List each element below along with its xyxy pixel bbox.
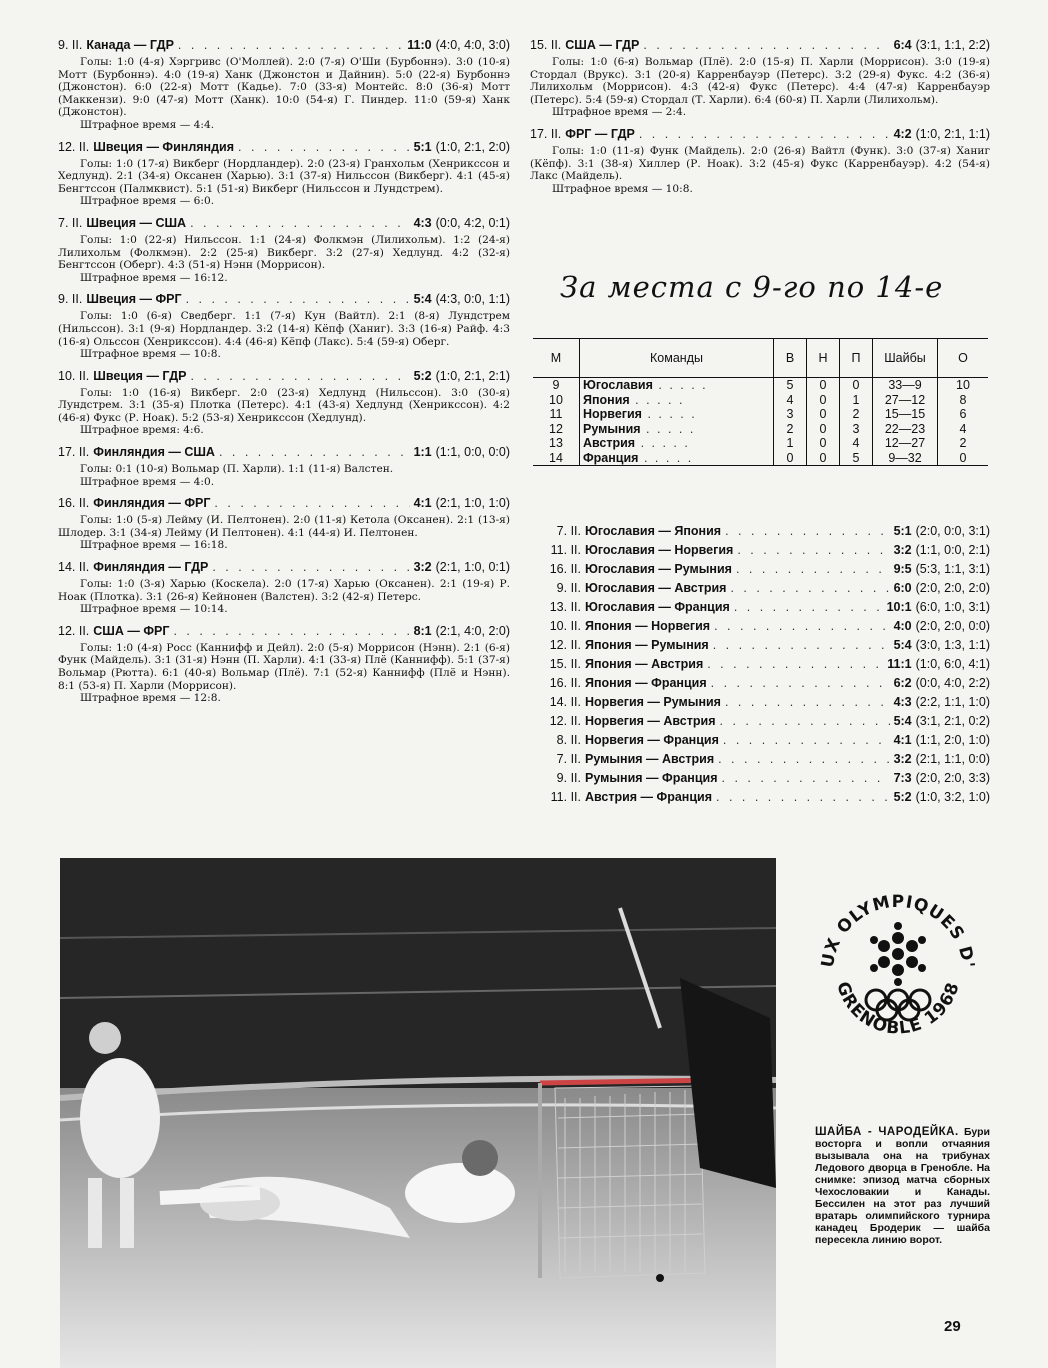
team-name: Франция (583, 450, 639, 465)
result-row (533, 560, 990, 579)
standings-table (533, 338, 988, 466)
leader-dots (725, 522, 890, 541)
result-date: 12. II. (549, 638, 581, 652)
result-row (533, 769, 990, 788)
standings-row (533, 436, 988, 451)
match-date: 17. II. (58, 445, 90, 460)
match-penalty: Штрафное время — 2:4. (552, 106, 687, 119)
match-score: 5:1 (413, 139, 432, 154)
match-date: 17. II. (530, 126, 562, 141)
leader-dots: . . . . . (641, 407, 697, 422)
match-date: 12. II. (58, 139, 90, 154)
result-periods: (2:0, 2:0, 3:3) (915, 771, 990, 785)
match-periods: (1:0, 2:1, 1:1) (915, 126, 990, 141)
standings-row (533, 422, 988, 437)
standings-losses: 3 (840, 422, 873, 437)
match-penalty: Штрафное время — 16:18. (80, 539, 228, 552)
result-date: 11. II. (550, 790, 581, 804)
match-periods: (1:1, 0:0, 0:0) (435, 445, 510, 460)
result-date: 13. II. (549, 600, 581, 614)
match-score: 6:4 (893, 38, 912, 52)
standings-goals: 27—12 (873, 393, 938, 408)
result-teams: Япония — Австрия (585, 657, 704, 671)
match-teams: Финляндия — США (93, 445, 215, 460)
result-periods: (6:0, 1:0, 3:1) (915, 600, 990, 614)
leader-dots (713, 636, 890, 655)
standings-row (533, 393, 988, 408)
standings-team (580, 451, 774, 466)
hockey-photo (60, 858, 776, 1368)
match-score: 11:0 (407, 38, 432, 52)
result-row (533, 750, 990, 769)
match-periods: (3:1, 1:1, 2:2) (915, 38, 990, 52)
standings-points: 8 (938, 393, 989, 408)
standings-place: 13 (549, 436, 563, 451)
leader-dots (214, 496, 409, 511)
match-teams: США — ГДР (565, 38, 640, 52)
standings-row (533, 407, 988, 422)
leader-dots (718, 750, 889, 769)
result-date: 11. II. (550, 543, 581, 557)
match-date: 7. II. (58, 215, 83, 230)
match-penalty: Штрафное время — 4:4. (80, 118, 215, 131)
result-date: 16. II. (549, 562, 581, 576)
match-header (58, 292, 510, 307)
leader-dots (720, 712, 890, 731)
grenoble-1968-logo (808, 882, 988, 1062)
match-periods: (2:1, 4:0, 2:0) (435, 623, 510, 638)
match-date: 16. II. (58, 496, 90, 511)
match-goals: Голы: 1:0 (16-я) Викберг. 2:0 (23-я) Хедлунд (Нильссон). 3:0 (30-я) Лундстрем. 3:1 (35-я) Плотка (Петерс). 4:1 (43-я) Хедлунд (Хенрикссон). 4:2 (46-я) Фукс (Р. Ноак). 5:2 (53-я) Хенрикссон (Хедлунд). (58, 386, 510, 424)
standings-wins: 3 (774, 407, 807, 422)
match-goals: Голы: 1:0 (11-я) Функ (Майдель). 2:0 (26-я) Вайтл (Функ). 3:0 (37-я) Ханиг (Кёпф). 3:1 (38-я) Хиллер (Р. Ноак). 3:2 (45-я) Фукс (Карренбауэр). 4:2 (54-я) Лакс (Майдель). (530, 144, 990, 183)
match-penalty: Штрафное время — 4:0. (80, 475, 215, 488)
match-header (58, 445, 510, 460)
match-header (58, 140, 510, 155)
match-goals: Голы: 1:0 (4-я) Хэргривс (О'Моллей). 2:0 (7-я) О'Ши (Бурбоннэ). 3:0 (10-я) Мотт (Бурбоннэ). 4:0 (19-я) Ханк (Джонстон и Дайнин). 5:0 (22-я) Бурбоннэ (Джонстон). 6:0 (22-я) Мотт (Кадье). 7:0 (33-я) Монтейс. 8:0 (36-я) Мотт (Маккензи). 9:0 (47-я) Мотт (Ханк). 10:0 (54-я) Г. Пиндер. 11:0 (59-я) Ханк (Джонстон). (58, 56, 510, 119)
match-score: 5:2 (413, 368, 432, 383)
header-place: М (533, 339, 580, 378)
match-block (58, 560, 510, 616)
result-row (533, 541, 990, 560)
result-score: 4:1 (893, 733, 912, 747)
header-goals: Шайбы (873, 339, 938, 378)
standings-points: 4 (938, 422, 989, 437)
result-teams: Норвегия — Австрия (585, 714, 716, 728)
header-draws: Н (807, 339, 840, 378)
result-teams: Норвегия — Франция (585, 733, 719, 747)
leader-dots (238, 140, 410, 155)
match-teams: ФРГ — ГДР (565, 126, 635, 141)
leader-dots (173, 624, 409, 639)
match-header (58, 560, 510, 575)
standings-losses: 0 (840, 378, 873, 393)
result-date: 7. II. (556, 752, 581, 766)
result-periods: (3:0, 1:3, 1:1) (915, 638, 990, 652)
leader-dots (734, 598, 883, 617)
match-header (58, 624, 510, 639)
standings-points: 6 (938, 407, 989, 422)
standings-draws: 0 (807, 378, 840, 393)
result-row (533, 655, 990, 674)
match-block (58, 369, 510, 437)
standings-place: 10 (549, 392, 563, 407)
standings-wins: 5 (774, 378, 807, 393)
leader-dots (716, 788, 890, 807)
result-row (533, 636, 990, 655)
result-score: 6:2 (893, 676, 912, 690)
result-teams: Югославия — Франция (585, 600, 730, 614)
result-periods: (2:0, 0:0, 3:1) (915, 524, 990, 538)
match-teams: США — ФРГ (93, 623, 170, 638)
leader-dots (190, 369, 409, 384)
result-date: 12. II. (549, 714, 581, 728)
leader-dots: . . . . . (629, 392, 685, 407)
standings-header-row (533, 339, 988, 378)
result-row (533, 712, 990, 731)
result-score: 10:1 (886, 600, 912, 614)
standings-draws: 0 (807, 407, 840, 422)
team-name: Австрия (583, 436, 636, 451)
standings-draws: 0 (807, 422, 840, 437)
match-score: 5:4 (413, 292, 432, 307)
result-score: 9:5 (893, 562, 912, 576)
match-score: 8:1 (413, 623, 432, 638)
result-score: 4:0 (893, 619, 912, 633)
standings-team (580, 436, 774, 451)
match-teams: Швеция — ФРГ (86, 292, 182, 307)
standings-draws: 0 (807, 436, 840, 451)
caption-title: ШАЙБА - ЧАРОДЕЙКА. (815, 1126, 959, 1138)
standings-team (580, 393, 774, 408)
result-teams: Югославия — Австрия (585, 581, 727, 595)
match-block (58, 216, 510, 284)
match-date: 12. II. (58, 623, 90, 638)
match-teams: Финляндия — ГДР (93, 560, 209, 575)
match-goals: Голы: 1:0 (4-я) Росс (Каннифф и Дейл). 2:0 (5-я) Моррисон (Нэнн). 2:1 (6-я) Функ (Майдель). 3:1 (31-я) Нэнн (П. Харли). 4:1 (33-я) Плё (Каннифф). 5:1 (37-я) Вольмар (Рютта). 6:1 (40-я) Вольмар (Плё). 7:1 (52-я) Каннифф (Плё и Нэнн). 8:1 (53-я) П. Харли (Моррисон). (58, 641, 510, 692)
result-score: 4:3 (893, 695, 912, 709)
match-block (58, 140, 510, 208)
standings-goals: 9—32 (873, 451, 938, 466)
match-header (58, 38, 510, 53)
leader-dots (212, 560, 409, 575)
results-list (533, 522, 990, 807)
result-periods: (1:1, 0:0, 2:1) (915, 543, 990, 557)
result-teams: Югославия — Румыния (585, 562, 732, 576)
result-periods: (1:0, 6:0, 4:1) (915, 657, 990, 671)
match-periods: (2:1, 1:0, 1:0) (435, 496, 510, 511)
match-score: 4:3 (413, 215, 432, 230)
result-teams: Япония — Норвегия (585, 619, 711, 633)
match-periods: (2:1, 1:0, 0:1) (435, 560, 510, 575)
match-date: 15. II. (530, 38, 562, 52)
leader-dots (723, 731, 890, 750)
standings-wins: 1 (774, 436, 807, 451)
result-teams: Австрия — Франция (585, 790, 713, 804)
result-periods: (1:1, 2:0, 1:0) (915, 733, 990, 747)
leader-dots: . . . . . (635, 436, 690, 451)
leader-dots (190, 216, 409, 231)
standings-place: 11 (549, 407, 563, 422)
result-score: 7:3 (893, 771, 912, 785)
leader-dots (711, 674, 890, 693)
leader-dots: . . . . . (640, 421, 696, 436)
result-teams: Югославия — Япония (585, 524, 722, 538)
match-block (58, 292, 510, 360)
result-score: 5:4 (893, 714, 912, 728)
match-periods: (1:0, 2:1, 2:1) (435, 368, 510, 383)
header-losses: П (840, 339, 873, 378)
leader-dots (737, 541, 889, 560)
result-score: 3:2 (893, 752, 912, 766)
result-date: 9. II. (556, 771, 581, 785)
result-score: 3:2 (893, 543, 912, 557)
match-block (58, 624, 510, 705)
leader-dots (219, 445, 410, 460)
match-block (530, 127, 990, 195)
standings-team (580, 422, 774, 437)
match-periods: (4:0, 4:0, 3:0) (435, 38, 510, 52)
leader-dots: . . . . . (652, 378, 708, 393)
result-score: 5:4 (893, 638, 912, 652)
standings-losses: 5 (840, 451, 873, 466)
standings-wins: 0 (774, 451, 807, 466)
result-periods: (2:2, 1:1, 1:0) (915, 695, 990, 709)
result-row (533, 522, 990, 541)
page-number: 29 (944, 1318, 961, 1335)
team-name: Норвегия (583, 407, 642, 422)
photo-caption (815, 1126, 990, 1246)
standings-team (580, 407, 774, 422)
result-row (533, 617, 990, 636)
result-row (533, 579, 990, 598)
result-score: 5:1 (893, 524, 912, 538)
match-goals: Голы: 1:0 (22-я) Нильссон. 1:1 (24-я) Фолкмэн (Лилихольм). 1:2 (24-я) Лилихольм (Фолкмэн). 2:2 (25-я) Викберг. 3:2 (27-я) Хедлунд. 4:2 (32-я) Бенгтссон (Оберг). 4:3 (51-я) Нэнн (Моррисон). (58, 233, 510, 272)
result-row (533, 731, 990, 750)
match-date: 9. II. (58, 38, 83, 52)
match-goals: Голы: 1:0 (17-я) Викберг (Нордландер). 2:0 (23-я) Гранхольм (Хенрикссон и Хедлунд). 2:1 (34-я) Оксанен (Харью). 3:1 (37-я) Нильссон (Викберг). 4:1 (45-я) Бенгтссон (Палмквист). 5:1 (51-я) Викберг (Нильссон и Лундстрем). (58, 157, 510, 195)
places-title: За места с 9-го по 14-е (560, 270, 944, 304)
standings-goals: 22—23 (873, 422, 938, 437)
match-goals: Голы: 1:0 (3-я) Харью (Коскела). 2:0 (17-я) Харью (Оксанен). 2:1 (19-я) Р. Ноак (Плотка). 3:1 (26-я) Кейнонен (Валстен). 3:2 (42-я) Петерс. (58, 578, 510, 603)
result-teams: Норвегия — Румыния (585, 695, 721, 709)
result-date: 14. II. (549, 695, 581, 709)
match-score: 3:2 (413, 560, 432, 575)
standings-team (580, 378, 774, 393)
result-date: 15. II. (549, 657, 581, 671)
logo-text-top: UX OLYMPIQUES D' (817, 891, 978, 970)
header-teams: Команды (580, 339, 774, 378)
standings-row (533, 451, 988, 466)
match-score: 4:1 (413, 496, 432, 511)
team-name: Япония (583, 392, 630, 407)
result-periods: (2:0, 2:0, 2:0) (915, 581, 990, 595)
match-header (58, 216, 510, 231)
standings-goals: 15—15 (873, 407, 938, 422)
match-teams: Швеция — США (86, 215, 187, 230)
match-date: 14. II. (58, 560, 90, 575)
result-row (533, 788, 990, 807)
match-penalty: Штрафное время — 16:12. (80, 271, 228, 284)
standings-losses: 2 (840, 407, 873, 422)
match-block (530, 38, 990, 119)
leader-dots (714, 617, 889, 636)
match-goals: Голы: 1:0 (6-я) Сведберг. 1:1 (7-я) Кун (Вайтл). 2:1 (8-я) Лундстрем (Нильссон). 3:1 (9-я) Нордландер. 3:2 (14-я) Кёпф (Ханиг). 3:3 (16-я) Райф. 4:3 (16-я) Ольссон (Хенрикссон). 4:4 (46-я) Кёпф (Лакс). 5:4 (59-я) Оберг. (58, 310, 510, 348)
result-periods: (2:0, 2:0, 0:0) (915, 619, 990, 633)
result-score: 11:1 (887, 657, 912, 671)
result-periods: (1:0, 3:2, 1:0) (915, 790, 990, 804)
match-periods: (1:0, 2:1, 2:0) (435, 139, 510, 154)
leader-dots (178, 38, 403, 53)
leader-dots (186, 292, 410, 307)
result-teams: Япония — Румыния (585, 638, 709, 652)
match-penalty: Штрафное время — 6:0. (80, 195, 215, 208)
standings-goals: 12—27 (873, 436, 938, 451)
result-date: 7. II. (556, 524, 581, 538)
match-date: 9. II. (58, 292, 83, 307)
standings-row (533, 378, 988, 393)
match-score: 1:1 (413, 445, 432, 460)
result-date: 16. II. (549, 676, 581, 690)
match-goals: Голы: 0:1 (10-я) Вольмар (П. Харли). 1:1 (11-я) Валстен. (80, 463, 394, 476)
caption-text: Бури восторга и вопли отчаяния вызывала она на трибунах Ледового дворца в Гренобле. На снимке: эпизод матча сборных Чехословакии и Канады. Бессилен на этот раз лучший вратарь олимпийского турнира канадец Бродерик — шайба пересекла линию ворот. (815, 1126, 990, 1246)
header-wins: В (774, 339, 807, 378)
leader-dots (707, 655, 883, 674)
result-periods: (3:1, 2:1, 0:2) (915, 714, 990, 728)
leader-dots (730, 579, 889, 598)
match-periods: (0:0, 4:2, 0:1) (435, 215, 510, 230)
match-goals: Голы: 1:0 (5-я) Лейму (И. Пелтонен). 2:0 (11-я) Кетола (Оксанен). 2:1 (13-я) Шлодер. 3:1 (34-я) Лейму (И Пелтонен). 4:1 (44-я) И. Пелтонен. (58, 514, 510, 539)
standings-wins: 2 (774, 422, 807, 437)
standings-goals: 33—9 (873, 378, 938, 393)
leader-dots: . . . . . (638, 450, 694, 465)
match-block (58, 445, 510, 488)
match-date: 10. II. (58, 368, 90, 383)
match-teams: Швеция — ГДР (93, 368, 187, 383)
result-row (533, 693, 990, 712)
result-teams: Япония — Франция (585, 676, 707, 690)
standings-losses: 4 (840, 436, 873, 451)
olympic-logo-icon (808, 882, 988, 1062)
result-periods: (2:1, 1:1, 0:0) (915, 752, 990, 766)
result-periods: (0:0, 4:0, 2:2) (915, 676, 990, 690)
result-date: 9. II. (556, 581, 581, 595)
header-points: О (938, 339, 989, 378)
result-score: 5:2 (893, 790, 912, 804)
standings-draws: 0 (807, 451, 840, 466)
standings-points: 10 (938, 378, 989, 393)
standings-points: 0 (938, 451, 989, 466)
match-teams: Финляндия — ФРГ (93, 496, 211, 511)
standings-place: 14 (533, 451, 580, 466)
result-periods: (5:3, 1:1, 3:1) (915, 562, 990, 576)
result-date: 10. II. (549, 619, 581, 633)
team-name: Румыния (583, 421, 641, 436)
leader-dots (725, 693, 890, 712)
leader-dots (639, 127, 890, 142)
match-penalty: Штрафное время: 4:6. (80, 424, 204, 437)
match-score: 4:2 (893, 126, 912, 141)
match-header (58, 369, 510, 384)
standings-points: 2 (938, 436, 989, 451)
leader-dots (643, 38, 889, 53)
match-penalty: Штрафное время — 12:8. (80, 692, 221, 705)
result-row (533, 598, 990, 617)
right-column (530, 38, 990, 203)
team-name: Югославия (583, 378, 653, 393)
match-goals: Голы: 1:0 (6-я) Вольмар (Плё). 2:0 (15-я) П. Харли (Моррисон). 3:0 (19-я) Стордал (Врукс). 3:1 (20-я) Карренбауэр (Петерс). 3:2 (29-я) Фукс. 4:2 (36-я) Лилихольм (Моррисон). 4:3 (42-я) Фукс (Петерс). 4:4 (47-я) Карренбауэр (Петерс). 5:4 (59-я) Стордал (Т. Харли). 6:4 (60-я) П. Харли (Лилихольм). (530, 56, 990, 106)
standings-draws: 0 (807, 393, 840, 408)
match-penalty: Штрафное время — 10:8. (552, 182, 693, 195)
match-penalty: Штрафное время — 10:14. (80, 603, 228, 616)
match-teams: Канада — ГДР (86, 38, 174, 52)
logo-text-bottom: GRENOBLE 1968 (832, 979, 964, 1039)
result-date: 8. II. (556, 733, 581, 747)
match-periods: (4:3, 0:0, 1:1) (435, 292, 510, 307)
result-teams: Румыния — Австрия (585, 752, 715, 766)
standings-place: 12 (549, 421, 563, 436)
result-row (533, 674, 990, 693)
left-column (58, 38, 510, 713)
standings-wins: 4 (774, 393, 807, 408)
match-block (58, 38, 510, 132)
result-teams: Румыния — Франция (585, 771, 718, 785)
standings-losses: 1 (840, 393, 873, 408)
match-header (58, 496, 510, 511)
match-teams: Швеция — Финляндия (93, 139, 235, 154)
result-score: 6:0 (893, 581, 912, 595)
match-header (530, 127, 990, 142)
match-header (530, 38, 990, 53)
result-teams: Югославия — Норвегия (585, 543, 734, 557)
match-block (58, 496, 510, 552)
standings-place: 9 (552, 378, 560, 393)
hockey-photo-image (60, 858, 776, 1368)
match-penalty: Штрафное время — 10:8. (80, 348, 221, 361)
leader-dots (736, 560, 890, 579)
leader-dots (722, 769, 890, 788)
